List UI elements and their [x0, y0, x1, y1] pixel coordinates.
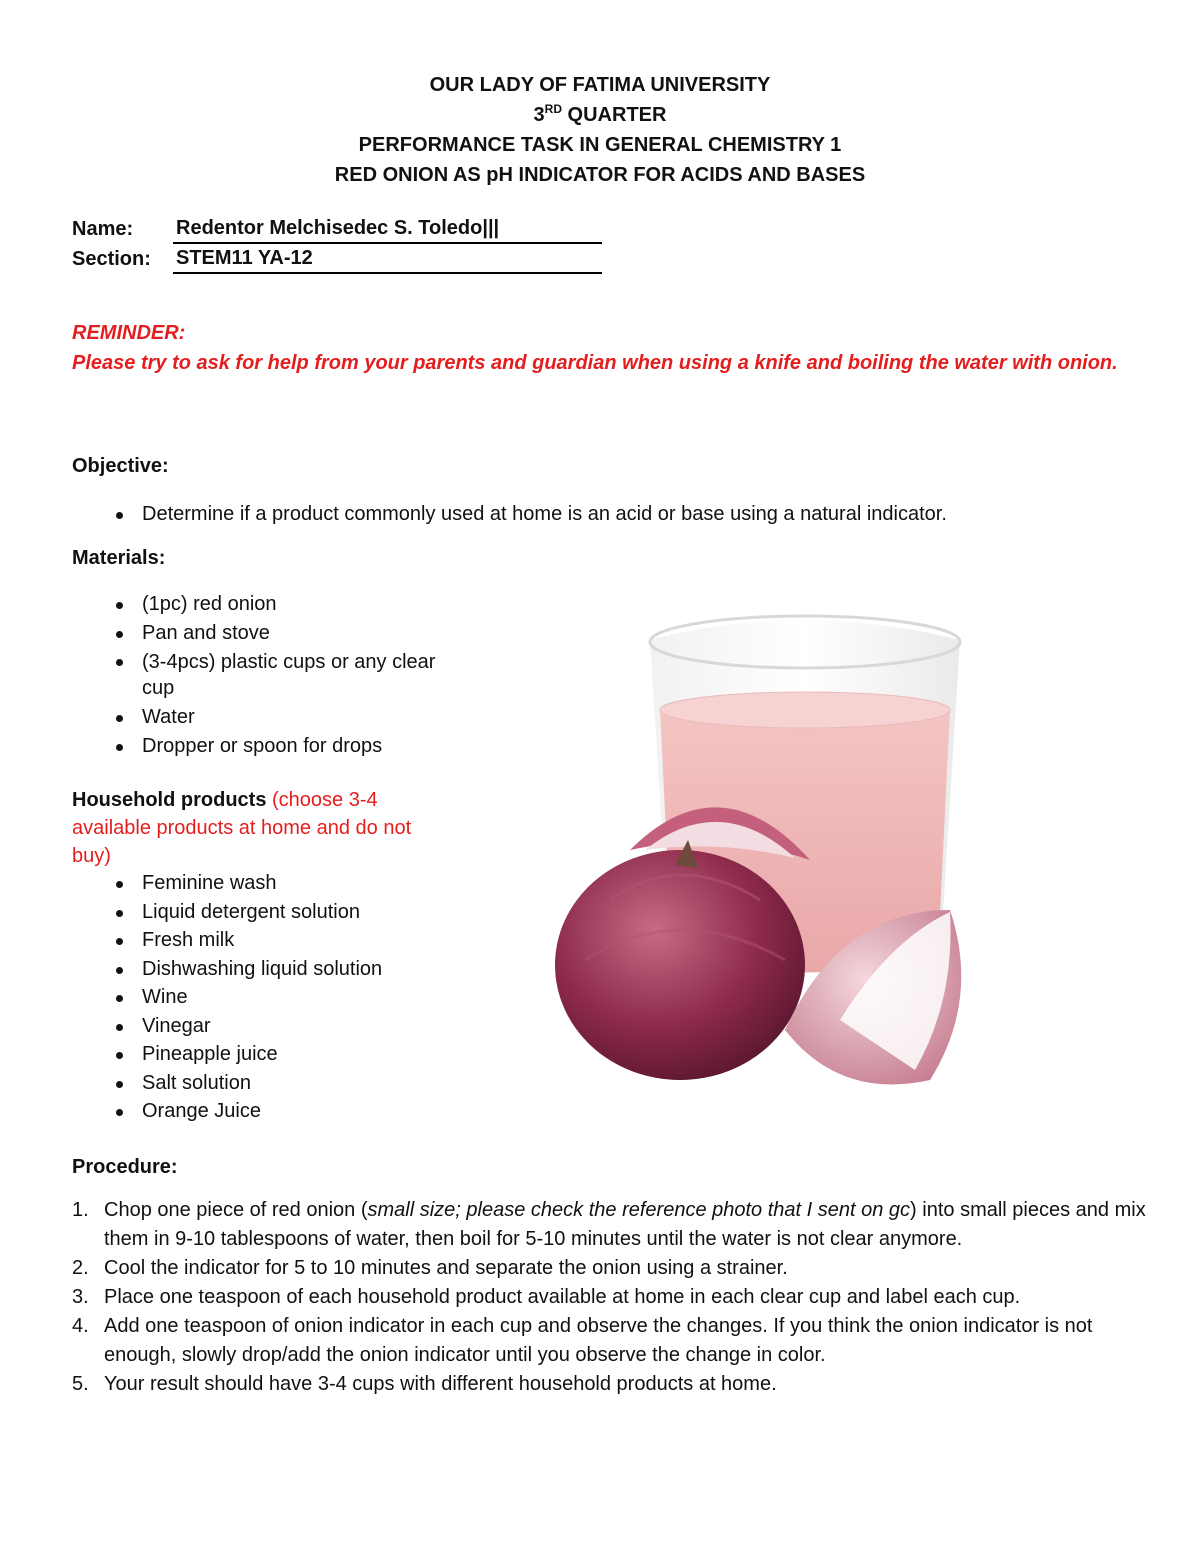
name-value: Redentor Melchisedec S. Toledo||| — [173, 214, 602, 244]
objective-list — [72, 500, 1152, 529]
household-note: (choose 3-4 available products at home and do not buy) — [72, 789, 412, 867]
reminder-block — [72, 318, 1152, 378]
procedure-list — [72, 1196, 1152, 1399]
bullet-icon — [116, 1024, 123, 1031]
list-item: Orange Juice — [72, 1097, 492, 1126]
list-item: 3. Place one teaspoon of each household product available at home in each clear cup and label each cup. — [72, 1286, 1021, 1308]
materials-heading: Materials: — [72, 547, 166, 569]
bullet-icon — [116, 910, 123, 917]
list-item: 5. Your result should have 3-4 cups with different household products at home. — [72, 1373, 777, 1395]
bullet-icon — [116, 967, 123, 974]
onion-juice-photo — [510, 600, 1130, 1120]
task-title: PERFORMANCE TASK IN GENERAL CHEMISTRY 1 — [358, 134, 842, 156]
section-field — [72, 244, 313, 274]
bullet-icon — [116, 744, 123, 751]
name-field — [72, 214, 500, 244]
bullet-icon — [116, 602, 123, 609]
reminder-title: REMINDER: — [72, 322, 186, 344]
list-item: Feminine wash — [72, 869, 492, 898]
document-header — [0, 70, 1200, 190]
university-name: OUR LADY OF FATIMA UNIVERSITY — [429, 74, 771, 96]
experiment-title: RED ONION AS pH INDICATOR FOR ACIDS AND BASES — [334, 164, 866, 186]
quarter-line: 3RD QUARTER — [533, 102, 667, 126]
section-value: STEM11 YA-12 — [173, 244, 602, 274]
section-label: Section: — [72, 248, 151, 270]
list-item: 1. Chop one piece of red onion (small size; please check the reference photo that I sent on gc) into small pieces and mix them in 9-10 tablespoons of water, then boil for 5-10 minutes until the water is not clear anymore. — [72, 1199, 1146, 1250]
list-item: (1pc) red onion — [72, 590, 452, 619]
reminder-text: Please try to ask for help from your parents and guardian when using a knife and boiling the water with onion. — [72, 352, 1118, 374]
bullet-icon — [116, 1081, 123, 1088]
bullet-icon — [116, 995, 123, 1002]
household-intro — [72, 786, 452, 870]
list-item: Water — [72, 703, 452, 732]
list-item: 4. Add one teaspoon of onion indicator in each cup and observe the changes. If you think the onion indicator is not enough, slowly drop/add the onion indicator until you observe the change in color. — [72, 1315, 1093, 1366]
bullet-icon — [116, 881, 123, 888]
bullet-icon — [116, 659, 123, 666]
bullet-icon — [116, 1109, 123, 1116]
list-item: (3-4pcs) plastic cups or any clear cup — [72, 647, 452, 703]
list-item: Pan and stove — [72, 619, 452, 648]
list-item: Salt solution — [72, 1069, 492, 1098]
list-item: Dishwashing liquid solution — [72, 955, 492, 984]
bullet-icon — [116, 1052, 123, 1059]
materials-list — [72, 590, 452, 760]
list-item: Fresh milk — [72, 926, 492, 955]
list-item: Determine if a product commonly used at home is an acid or base using a natural indicator. — [72, 500, 1152, 529]
list-item: Liquid detergent solution — [72, 898, 492, 927]
list-item: Dropper or spoon for drops — [72, 732, 452, 761]
list-item: 2. Cool the indicator for 5 to 10 minutes and separate the onion using a strainer. — [72, 1257, 788, 1279]
list-item: Wine — [72, 983, 492, 1012]
list-item: Pineapple juice — [72, 1040, 492, 1069]
household-list — [72, 869, 492, 1126]
bullet-icon — [116, 631, 123, 638]
objective-heading: Objective: — [72, 455, 169, 477]
bullet-icon — [116, 512, 123, 519]
list-item: Vinegar — [72, 1012, 492, 1041]
household-heading: Household products — [72, 789, 267, 811]
bullet-icon — [116, 715, 123, 722]
procedure-heading: Procedure: — [72, 1156, 178, 1178]
name-label: Name: — [72, 218, 134, 240]
bullet-icon — [116, 938, 123, 945]
